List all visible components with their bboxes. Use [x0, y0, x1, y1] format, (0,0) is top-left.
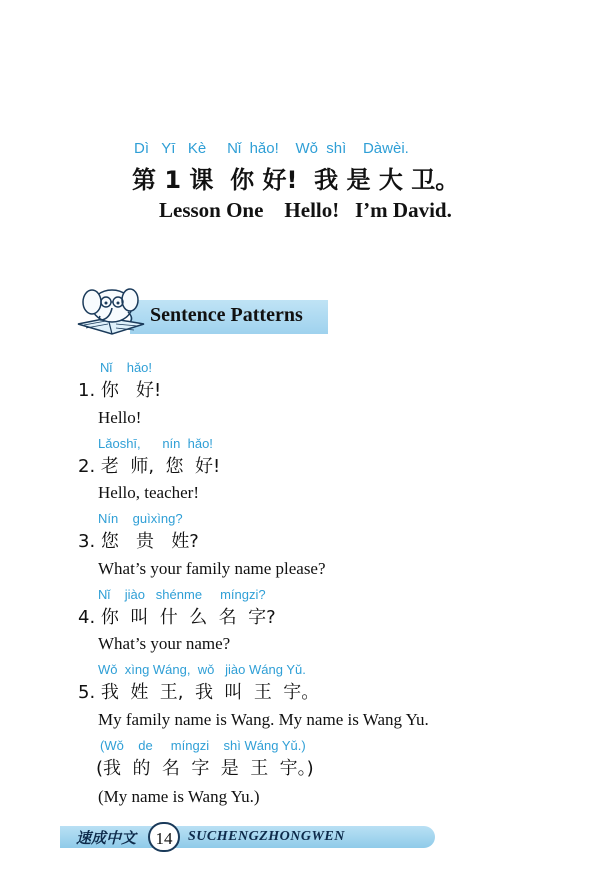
section-title: Sentence Patterns — [150, 304, 303, 326]
sentence-english: What’s your name? — [98, 634, 231, 653]
sentence-pinyin: Nín guìxìng? — [98, 511, 183, 526]
sentence-chinese: 1. 你 好! — [78, 380, 162, 401]
sentence-pinyin: Lǎoshī, nín hǎo! — [98, 436, 213, 451]
sentence-pinyin: Nǐ jiào shénme míngzi? — [98, 587, 266, 602]
sentence-english: Hello, teacher! — [98, 483, 199, 502]
sentence-pinyin: (Wǒ de míngzi shì Wáng Yǔ.) — [100, 738, 306, 753]
sentence-english: Hello! — [98, 408, 142, 427]
sentence-chinese: (我 的 名 字 是 王 宇。) — [96, 758, 314, 779]
footer-brand: 速成中文 — [76, 829, 137, 847]
lesson-title-english: Lesson One Hello! I’m David. — [159, 198, 452, 222]
lesson-title-pinyin: Dì Yī Kè Nǐ hǎo! Wǒ shì Dàwèi. — [134, 140, 409, 157]
sentence-english: What’s your family name please? — [98, 559, 326, 578]
sentence-pinyin: Nǐ hǎo! — [100, 360, 153, 375]
page-number: 14 — [148, 822, 180, 852]
sentence-chinese: 5. 我 姓 王, 我 叫 王 宇。 — [78, 682, 320, 703]
sentence-pinyin: Wǒ xìng Wáng, wǒ jiào Wáng Yǔ. — [98, 662, 306, 677]
sentence-english: (My name is Wang Yu.) — [98, 787, 260, 806]
lesson-title-chinese: 第 1 课 你 好! 我 是 大 卫。 — [132, 166, 460, 194]
sentence-chinese: 4. 你 叫 什 么 名 字? — [78, 607, 276, 628]
footer-title: SUCHENGZHONGWEN — [188, 829, 345, 844]
sentence-chinese: 2. 老 师, 您 好! — [78, 456, 221, 477]
sentence-english: My family name is Wang. My name is Wang Yu. — [98, 710, 429, 729]
elephant-reading-icon — [72, 278, 150, 340]
sentence-chinese: 3. 您 贵 姓? — [78, 531, 199, 552]
